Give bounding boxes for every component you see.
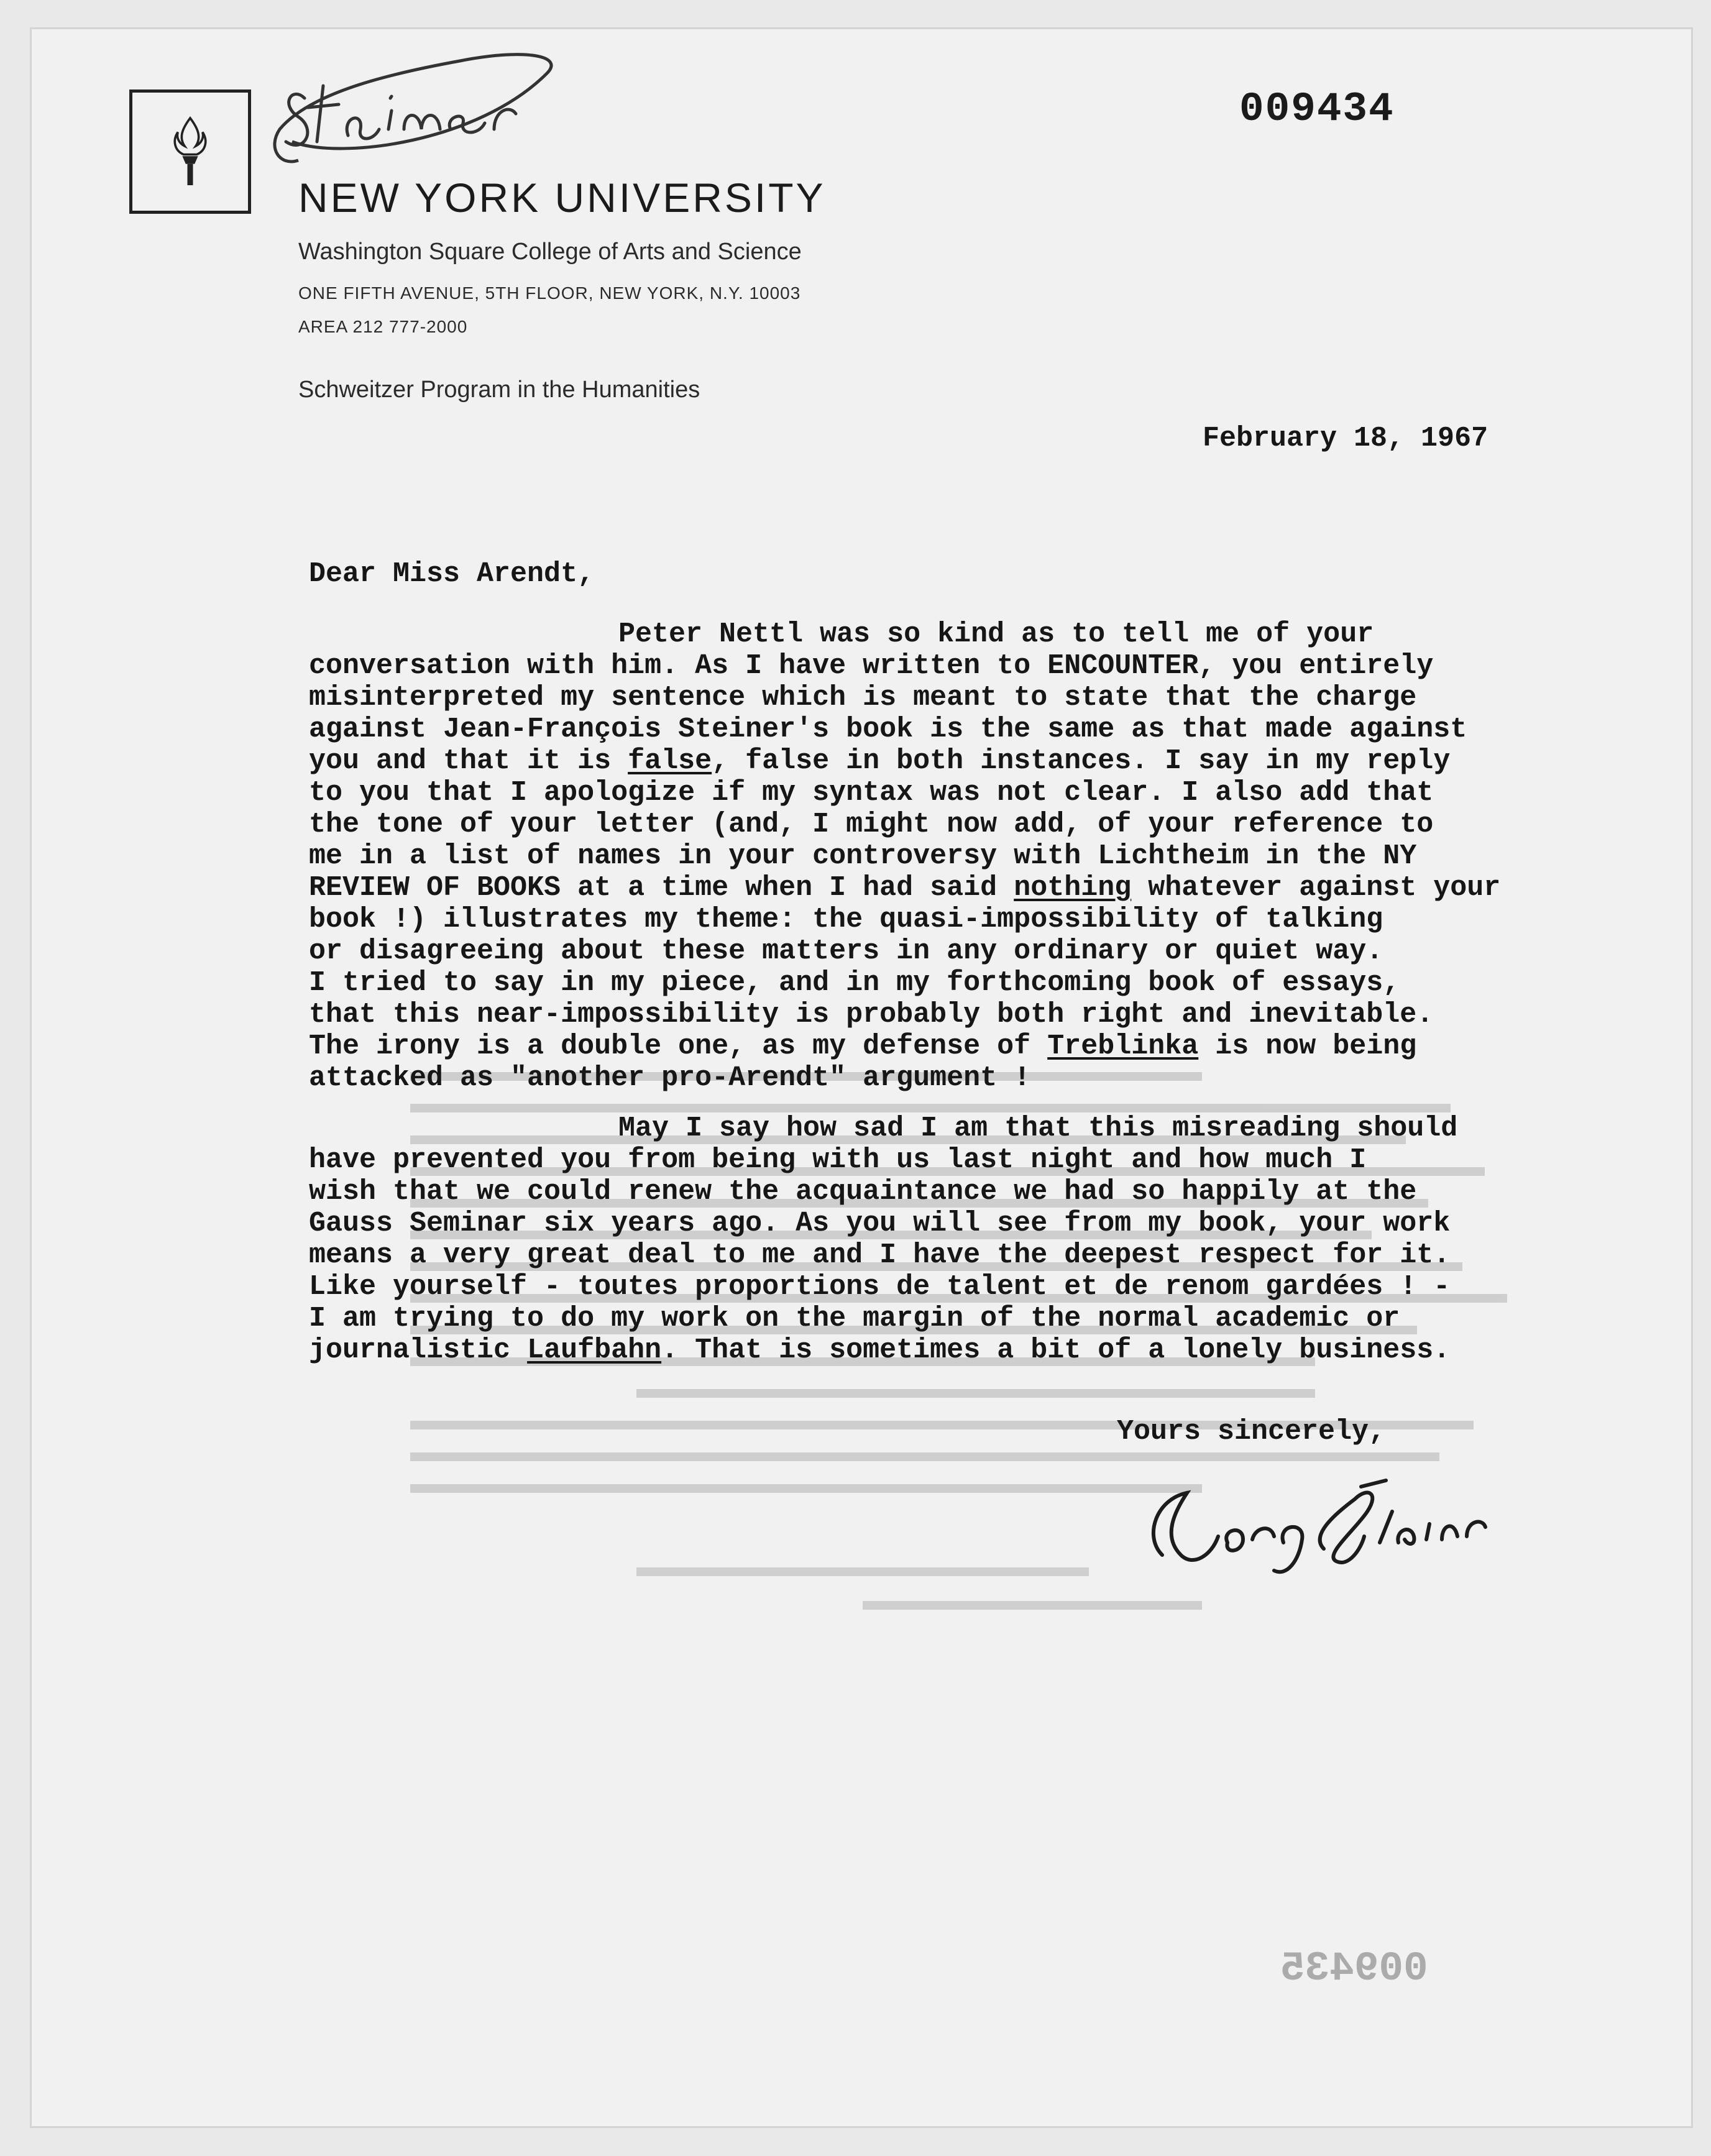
document-number: 009434 xyxy=(1239,86,1395,132)
closing: Yours sincerely, xyxy=(1117,1416,1386,1447)
underlined-word-nothing: nothing xyxy=(1014,872,1132,904)
body-line xyxy=(309,872,1689,904)
body-line: conversation with him. As I have written to ENCOUNTER, you entirely xyxy=(309,650,1434,682)
body-text: . That is sometimes a bit of a lonely business. xyxy=(661,1334,1451,1366)
underlined-word-false: false xyxy=(628,745,712,777)
body-line: May I say how sad I am that this misreading should xyxy=(618,1112,1458,1144)
body-text: REVIEW OF BOOKS at a time when I had said xyxy=(309,872,1014,904)
bleed-through-number: 009435 xyxy=(1280,1945,1428,1992)
body-line: attacked as "another pro-Arendt" argument ! xyxy=(309,1062,1031,1094)
body-text: journalistic xyxy=(309,1334,528,1366)
phone-number: AREA 212 777-2000 xyxy=(298,317,468,336)
signature xyxy=(1119,1462,1492,1580)
underlined-word-laufbahn: Laufbahn xyxy=(527,1334,662,1366)
body-text: , false in both instances. I say in my reply xyxy=(712,745,1451,777)
letter-date: February 18, 1967 xyxy=(1203,423,1489,454)
college-name: Washington Square College of Arts and Science xyxy=(298,239,802,265)
nyu-torch-logo xyxy=(129,89,251,214)
handwritten-note-scribble xyxy=(255,36,578,179)
body-line xyxy=(309,1030,1689,1062)
body-line: misinterpreted my sentence which is meant to state that the charge xyxy=(309,682,1417,713)
body-text: you and that it is xyxy=(309,745,628,777)
body-line: book !) illustrates my theme: the quasi-impossibility of talking xyxy=(309,904,1383,935)
body-line: to you that I apologize if my syntax was not clear. I also add that xyxy=(309,777,1434,809)
body-text: is now being xyxy=(1198,1030,1417,1062)
body-text: whatever against your xyxy=(1131,872,1501,904)
body-line: wish that we could renew the acquaintance we had so happily at the xyxy=(309,1176,1417,1208)
letter-body xyxy=(309,618,1689,1366)
body-line xyxy=(309,1334,1689,1366)
salutation: Dear Miss Arendt, xyxy=(309,558,595,590)
university-name: NEW YORK UNIVERSITY xyxy=(298,175,826,221)
body-line: have prevented you from being with us last night and how much I xyxy=(309,1144,1367,1176)
body-line: Peter Nettl was so kind as to tell me of your xyxy=(618,618,1374,650)
body-line: against Jean-François Steiner's book is the same as that made against xyxy=(309,713,1467,745)
torch-icon xyxy=(162,112,218,191)
handwritten-note xyxy=(255,36,578,179)
body-line: that this near-impossibility is probably both right and inevitable. xyxy=(309,999,1434,1030)
signature-scribble xyxy=(1119,1462,1492,1580)
body-line: I am trying to do my work on the margin of the normal academic or xyxy=(309,1303,1400,1334)
body-line: Gauss Seminar six years ago. As you will see from my book, your work xyxy=(309,1208,1451,1239)
body-line xyxy=(309,745,1689,777)
body-line: the tone of your letter (and, I might now add, of your reference to xyxy=(309,809,1434,840)
body-line: means a very great deal to me and I have the deepest respect for it. xyxy=(309,1239,1451,1271)
body-line: me in a list of names in your controversy with Lichtheim in the NY xyxy=(309,840,1417,872)
body-line: I tried to say in my piece, and in my forthcoming book of essays, xyxy=(309,967,1400,999)
body-line: or disagreeing about these matters in any ordinary or quiet way. xyxy=(309,935,1383,967)
address: ONE FIFTH AVENUE, 5TH FLOOR, NEW YORK, N.Y. 10003 xyxy=(298,283,801,303)
body-line: Like yourself - toutes proportions de talent et de renom gardées ! - xyxy=(309,1271,1451,1303)
body-text: The irony is a double one, as my defense of xyxy=(309,1030,1048,1062)
program-name: Schweitzer Program in the Humanities xyxy=(298,377,700,403)
underlined-word-treblinka: Treblinka xyxy=(1047,1030,1199,1062)
